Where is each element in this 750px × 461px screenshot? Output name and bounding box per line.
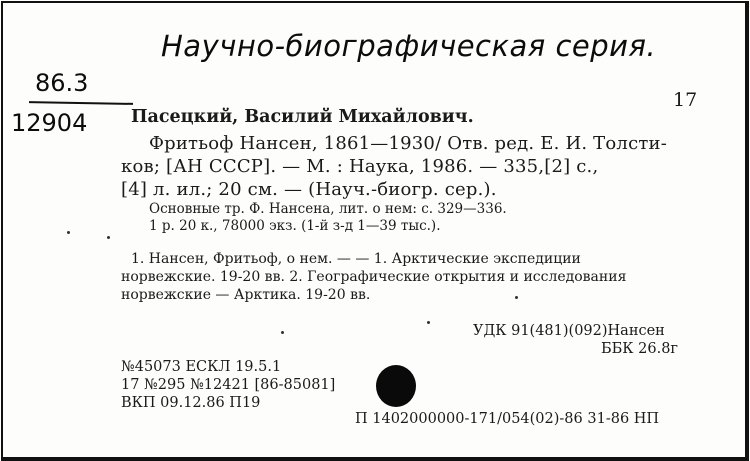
note-line: 1 р. 20 к., 78000 экз. (1-й з-д 1—39 тыс.). bbox=[149, 218, 441, 234]
udc-code: УДК 91(481)(092)Нансен bbox=[473, 323, 665, 339]
punch-hole bbox=[376, 365, 416, 407]
handwritten-series-note: Научно-биографическая серия. bbox=[161, 29, 657, 63]
handwritten-shelf-code: 86.3 bbox=[35, 69, 89, 97]
ink-speck bbox=[107, 236, 110, 239]
title-line: ков; [АН СССР]. — М. : Наука, 1986. — 335,[2] с., bbox=[121, 156, 599, 177]
subject-line: норвежские — Арктика. 19-20 вв. bbox=[121, 287, 371, 303]
ink-speck bbox=[515, 296, 518, 299]
card-number: 17 bbox=[673, 89, 698, 111]
subject-line: 1. Нансен, Фритьоф, о нем. — — 1. Арктические экспедиции bbox=[131, 251, 581, 267]
footer-line: 17 №295 №12421 [86-85081] bbox=[121, 377, 336, 393]
handwritten-underline bbox=[29, 101, 133, 105]
ink-speck bbox=[427, 321, 430, 324]
footer-line: №45073 ЕСКЛ 19.5.1 bbox=[121, 359, 282, 375]
title-line: [4] л. ил.; 20 см. — (Науч.-биогр. сер.). bbox=[121, 179, 497, 200]
ink-speck bbox=[281, 331, 284, 334]
subject-line: норвежские. 19-20 вв. 2. Географические открытия и исследования bbox=[121, 269, 627, 285]
footer-line: ВКП 09.12.86 П19 bbox=[121, 395, 261, 411]
author-heading: Пасецкий, Василий Михайлович. bbox=[131, 107, 474, 127]
title-line: Фритьоф Нансен, 1861—1930/ Отв. ред. Е. И. Толсти- bbox=[149, 133, 667, 154]
catalog-card bbox=[1, 1, 749, 461]
ink-speck bbox=[67, 231, 70, 234]
bottom-code: П 1402000000-171/054(02)-86 31-86 НП bbox=[355, 411, 660, 427]
bbk-code: ББК 26.8г bbox=[601, 341, 679, 357]
handwritten-inventory-code: 12904 bbox=[11, 109, 88, 137]
note-line: Основные тр. Ф. Нансена, лит. о нем: с. 329—336. bbox=[149, 201, 507, 217]
